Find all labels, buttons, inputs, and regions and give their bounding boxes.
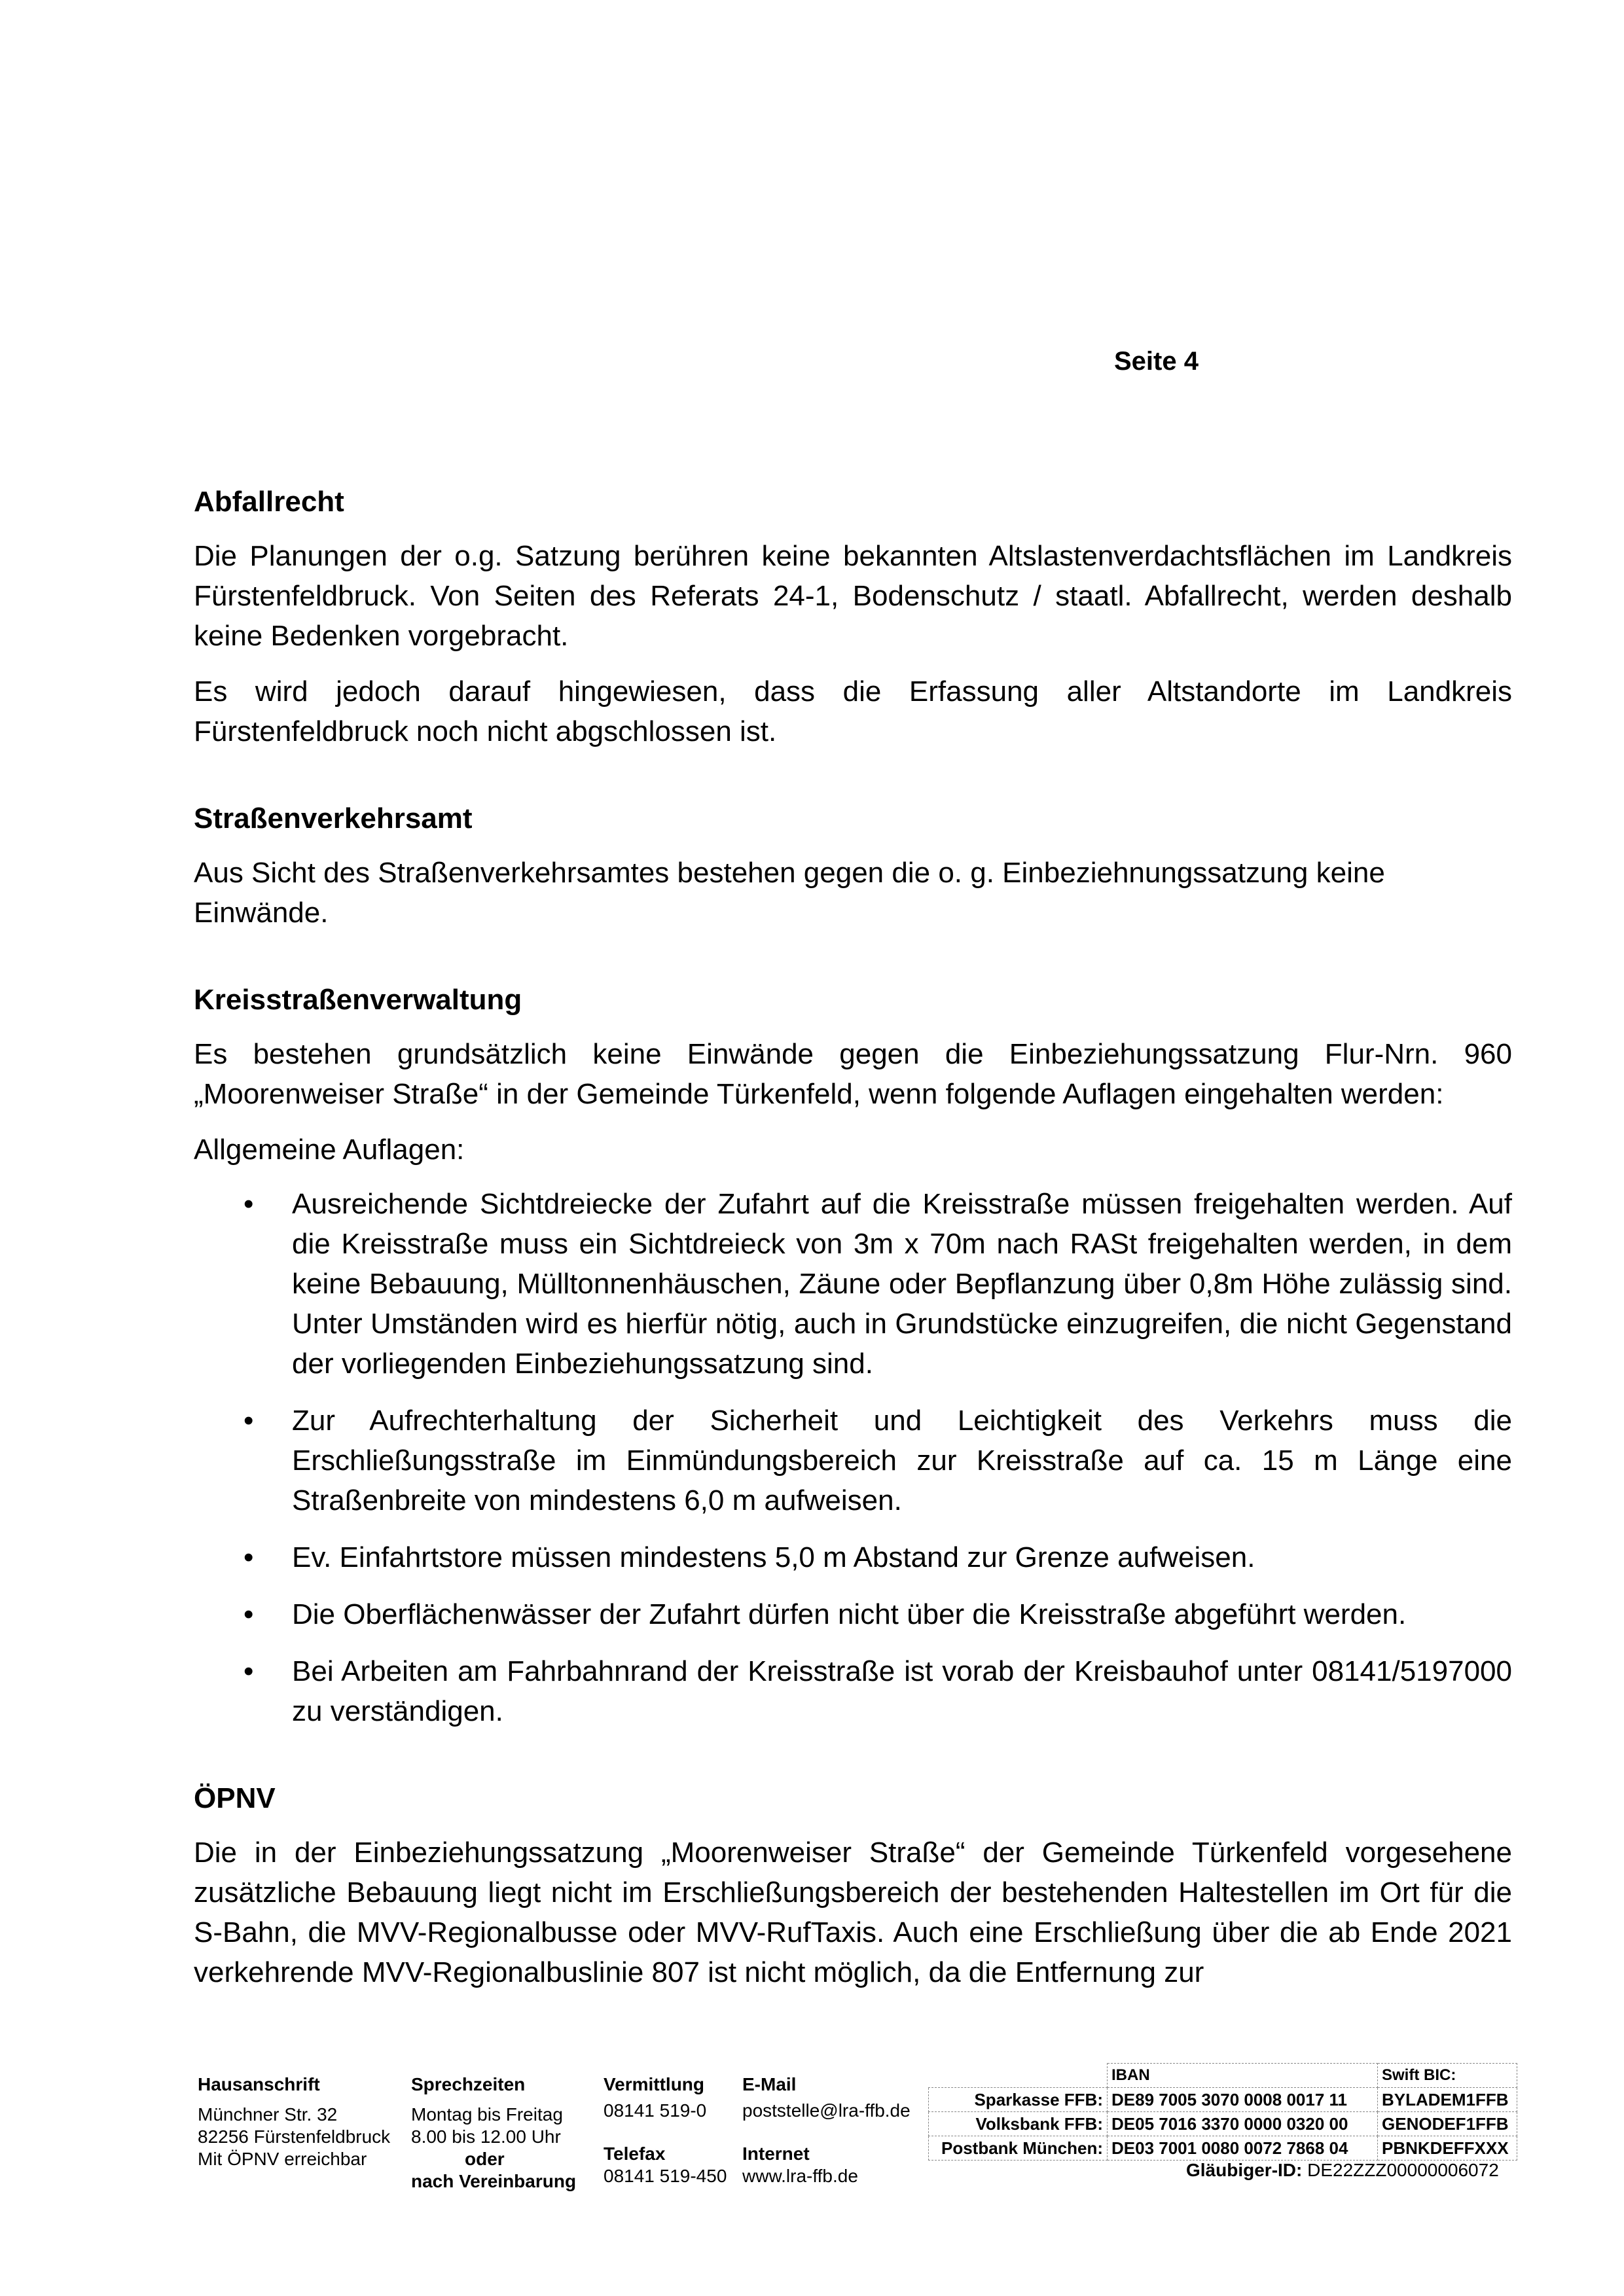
letter-body bbox=[194, 482, 1512, 1992]
creditor-value: DE22ZZZ00000006072 bbox=[1307, 2160, 1499, 2180]
footer-web-value: www.lra-ffb.de bbox=[742, 2166, 858, 2186]
kreisstrasse-paragraph-2: Allgemeine Auflagen: bbox=[194, 1134, 465, 1166]
footer-address-heading: Hausanschrift bbox=[198, 2074, 320, 2094]
bank-name: Volksbank FFB: bbox=[929, 2112, 1108, 2136]
heading-kreisstrassenverwaltung: Kreisstraßenverwaltung bbox=[194, 984, 522, 1016]
footer-fax-value: 08141 519-450 bbox=[604, 2166, 727, 2186]
footer-phone-heading: Vermittlung bbox=[604, 2074, 705, 2094]
footer-email-value: poststelle@lra-ffb.de bbox=[742, 2100, 911, 2121]
strassenverkehrsamt-paragraph: Aus Sicht des Straßenverkehrsamtes bestehen gegen die o. g. Einbeziehnungssatzung keine Einwände. bbox=[194, 857, 1385, 929]
list-item: • Ev. Einfahrtstore müssen mindestens 5,0 m Abstand zur Grenze aufweisen. bbox=[194, 1537, 1512, 1577]
bank-name: Postbank München: bbox=[929, 2136, 1108, 2161]
footer-hours-heading: Sprechzeiten bbox=[411, 2074, 526, 2094]
abfallrecht-paragraph-2: Es wird jedoch darauf hingewiesen, dass die Erfassung aller Altstandorte im Landkreis Fürstenfeldbruck noch nicht abgschlossen ist. bbox=[194, 675, 1512, 747]
table-row bbox=[929, 2064, 1517, 2088]
table-row bbox=[929, 2088, 1517, 2112]
footer-hours bbox=[411, 2073, 576, 2193]
bullet-icon: • bbox=[244, 1541, 254, 1573]
table-cell bbox=[929, 2064, 1108, 2088]
footer-hours-line: Montag bis Freitag bbox=[411, 2104, 563, 2125]
bic-header: Swift BIC: bbox=[1378, 2064, 1517, 2088]
footer-hours-line: nach Vereinbarung bbox=[411, 2171, 577, 2191]
bullet-icon: • bbox=[244, 1405, 254, 1437]
bank-iban: DE03 7001 0080 0072 7868 04 bbox=[1108, 2136, 1378, 2161]
footer-address bbox=[198, 2073, 390, 2170]
iban-header: IBAN bbox=[1108, 2064, 1378, 2088]
bank-name: Sparkasse FFB: bbox=[929, 2088, 1108, 2112]
footer-address-line: Mit ÖPNV erreichbar bbox=[198, 2149, 367, 2169]
table-row bbox=[929, 2112, 1517, 2136]
creditor-id bbox=[1186, 2160, 1499, 2181]
heading-strassenverkehrsamt: Straßenverkehrsamt bbox=[194, 802, 473, 834]
footer-phone-value: 08141 519-0 bbox=[604, 2100, 707, 2121]
kreisstrasse-paragraph-1: Es bestehen grundsätzlich keine Einwände gegen die Einbeziehungssatzung Flur-Nrn. 960 „Moorenweiser Straße“ in der Gemeinde Türkenfeld, wenn folgende Auflagen eingehalten werden: bbox=[194, 1038, 1512, 1110]
page-number: Seite 4 bbox=[1114, 347, 1199, 376]
footer-phone bbox=[604, 2073, 727, 2187]
oepnv-paragraph: Die in der Einbeziehungssatzung „Moorenweiser Straße“ der Gemeinde Türkenfeld vorgesehene zusätzliche Bebauung liegt nicht im Erschließungsbereich der bestehenden Haltestellen im Ort für die S-Bahn, die MVV-Regionalbusse oder MVV-RufTaxis. Auch eine Erschließung über die ab Ende 2021 verkehrende MVV-Regionalbuslinie 807 ist nicht möglich, da die Entfernung zur bbox=[194, 1837, 1512, 1988]
bank-bic: PBNKDEFFXXX bbox=[1378, 2136, 1517, 2161]
footer-hours-line: oder bbox=[465, 2149, 505, 2169]
bank-iban: DE05 7016 3370 0000 0320 00 bbox=[1108, 2112, 1378, 2136]
creditor-label: Gläubiger-ID: bbox=[1186, 2160, 1303, 2180]
heading-oepnv: ÖPNV bbox=[194, 1782, 276, 1814]
list-item: • Bei Arbeiten am Fahrbahnrand der Kreisstraße ist vorab der Kreisbauhof unter 08141/5197000 zu verständigen. bbox=[194, 1651, 1512, 1731]
list-item: • Ausreichende Sichtdreiecke der Zufahrt auf die Kreisstraße müssen freigehalten werden. Auf die Kreisstraße muss ein Sichtdreieck von 3m x 70m nach RASt freigehalten werden, in dem keine Bebauung, Mülltonnenhäuschen, Zäune oder Bepflanzung über 0,8m Höhe zulässig sind. Unter Umständen wird es hierfür nötig, auch in Grundstücke einzugreifen, die nicht Gegenstand der vorliegenden Einbeziehungssatzung sind. bbox=[194, 1184, 1512, 1384]
table-row bbox=[929, 2136, 1517, 2161]
footer-contact bbox=[742, 2073, 911, 2187]
abfallrecht-paragraph-1: Die Planungen der o.g. Satzung berühren keine bekannten Altslastenverdachtsflächen im Landkreis Fürstenfeldbruck. Von Seiten des Referats 24-1, Bodenschutz / staatl. Abfallrecht, werden deshalb keine Bedenken vorgebracht. bbox=[194, 540, 1512, 652]
bullet-icon: • bbox=[244, 1188, 254, 1220]
bullet-icon: • bbox=[244, 1598, 254, 1630]
heading-abfallrecht: Abfallrecht bbox=[194, 486, 344, 518]
footer-email-heading: E-Mail bbox=[742, 2074, 797, 2094]
footer-web-heading: Internet bbox=[742, 2144, 810, 2164]
footer-fax-heading: Telefax bbox=[604, 2144, 666, 2164]
list-item: • Die Oberflächenwässer der Zufahrt dürfen nicht über die Kreisstraße abgeführt werden. bbox=[194, 1594, 1512, 1634]
bank-table bbox=[928, 2063, 1517, 2161]
conditions-list bbox=[194, 1184, 1512, 1731]
footer-address-line: Münchner Str. 32 bbox=[198, 2104, 338, 2125]
footer-hours-line: 8.00 bis 12.00 Uhr bbox=[411, 2126, 561, 2147]
bank-iban: DE89 7005 3070 0008 0017 11 bbox=[1108, 2088, 1378, 2112]
bank-bic: GENODEF1FFB bbox=[1378, 2112, 1517, 2136]
bank-bic: BYLADEM1FFB bbox=[1378, 2088, 1517, 2112]
bullet-icon: • bbox=[244, 1655, 254, 1687]
footer-address-line: 82256 Fürstenfeldbruck bbox=[198, 2126, 391, 2147]
list-item: • Zur Aufrechterhaltung der Sicherheit und Leichtigkeit des Verkehrs muss die Erschließungsstraße im Einmündungsbereich zur Kreisstraße auf ca. 15 m Länge eine Straßenbreite von mindestens 6,0 m aufweisen. bbox=[194, 1401, 1512, 1520]
